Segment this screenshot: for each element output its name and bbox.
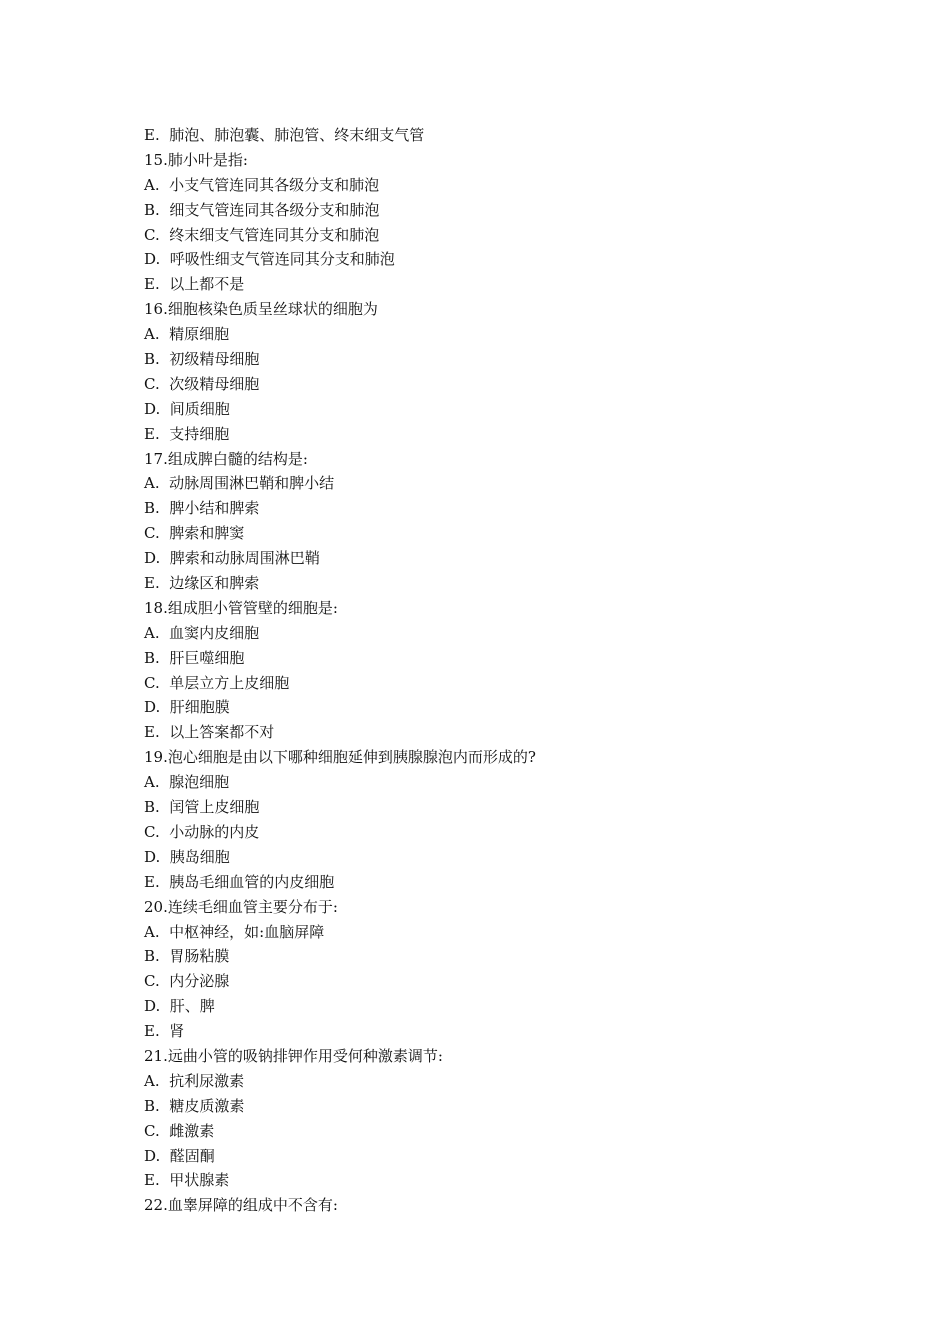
question-stem: 22.血睾屏障的组成中不含有: [144,1196,338,1215]
answer-option: C. 脾索和脾窦 [144,524,245,543]
answer-option: D. 间质细胞 [144,399,230,418]
answer-option: E. 边缘区和脾索 [144,574,260,593]
answer-option: C. 内分泌腺 [144,972,230,991]
answer-option: B. 脾小结和脾索 [144,499,260,518]
answer-option: E. 以上都不是 [144,275,245,294]
answer-option: E. 肺泡、肺泡囊、肺泡管、终末细支气管 [144,126,425,144]
question-list [144,123,844,1218]
answer-option: D. 肝、脾 [144,997,215,1016]
question-stem: 21.远曲小管的吸钠排钾作用受何种激素调节: [144,1046,443,1065]
answer-option: C. 次级精母细胞 [144,374,260,393]
question-stem: 20.连续毛细血管主要分布于: [144,897,338,916]
answer-option: C. 终末细支气管连同其分支和肺泡 [144,225,380,244]
answer-option: C. 单层立方上皮细胞 [144,673,290,692]
answer-option: B. 闰管上皮细胞 [144,798,260,817]
answer-option: B. 胃肠粘膜 [144,947,230,966]
answer-option: E. 肾 [144,1022,185,1041]
answer-option: E. 以上答案都不对 [144,723,275,742]
answer-option: D. 胰岛细胞 [144,847,230,866]
question-stem: 18.组成胆小管管壁的细胞是: [144,598,338,617]
answer-option: B. 肝巨噬细胞 [144,648,245,667]
answer-option: B. 细支气管连同其各级分支和肺泡 [144,200,380,219]
answer-option: E. 胰岛毛细血管的内皮细胞 [144,872,335,891]
answer-option: D. 醛固酮 [144,1146,215,1165]
answer-option: C. 小动脉的内皮 [144,822,260,841]
answer-option: A. 腺泡细胞 [144,773,230,792]
question-stem: 19.泡心细胞是由以下哪种细胞延伸到胰腺腺泡内而形成的? [144,748,536,767]
answer-option: D. 呼吸性细支气管连同其分支和肺泡 [144,250,395,269]
question-stem: 17.组成脾白髓的结构是: [144,449,308,468]
answer-option: A. 精原细胞 [144,325,230,344]
answer-option: B. 糖皮质激素 [144,1096,245,1115]
answer-option: D. 脾索和动脉周围淋巴鞘 [144,549,320,568]
answer-option: D. 肝细胞膜 [144,698,230,717]
answer-option: A. 动脉周围淋巴鞘和脾小结 [144,474,335,493]
answer-option: B. 初级精母细胞 [144,350,260,369]
answer-option: A. 小支气管连同其各级分支和肺泡 [144,175,380,194]
answer-option: C. 雌激素 [144,1121,215,1140]
answer-option: E. 支持细胞 [144,424,230,443]
answer-option: A. 血窦内皮细胞 [144,623,260,642]
answer-option: A. 抗利尿激素 [144,1071,245,1090]
question-stem: 16.细胞核染色质呈丝球状的细胞为 [144,300,378,319]
answer-option: A. 中枢神经，如:血脑屏障 [144,922,325,941]
question-stem: 15.肺小叶是指: [144,150,248,169]
answer-option: E. 甲状腺素 [144,1171,230,1190]
